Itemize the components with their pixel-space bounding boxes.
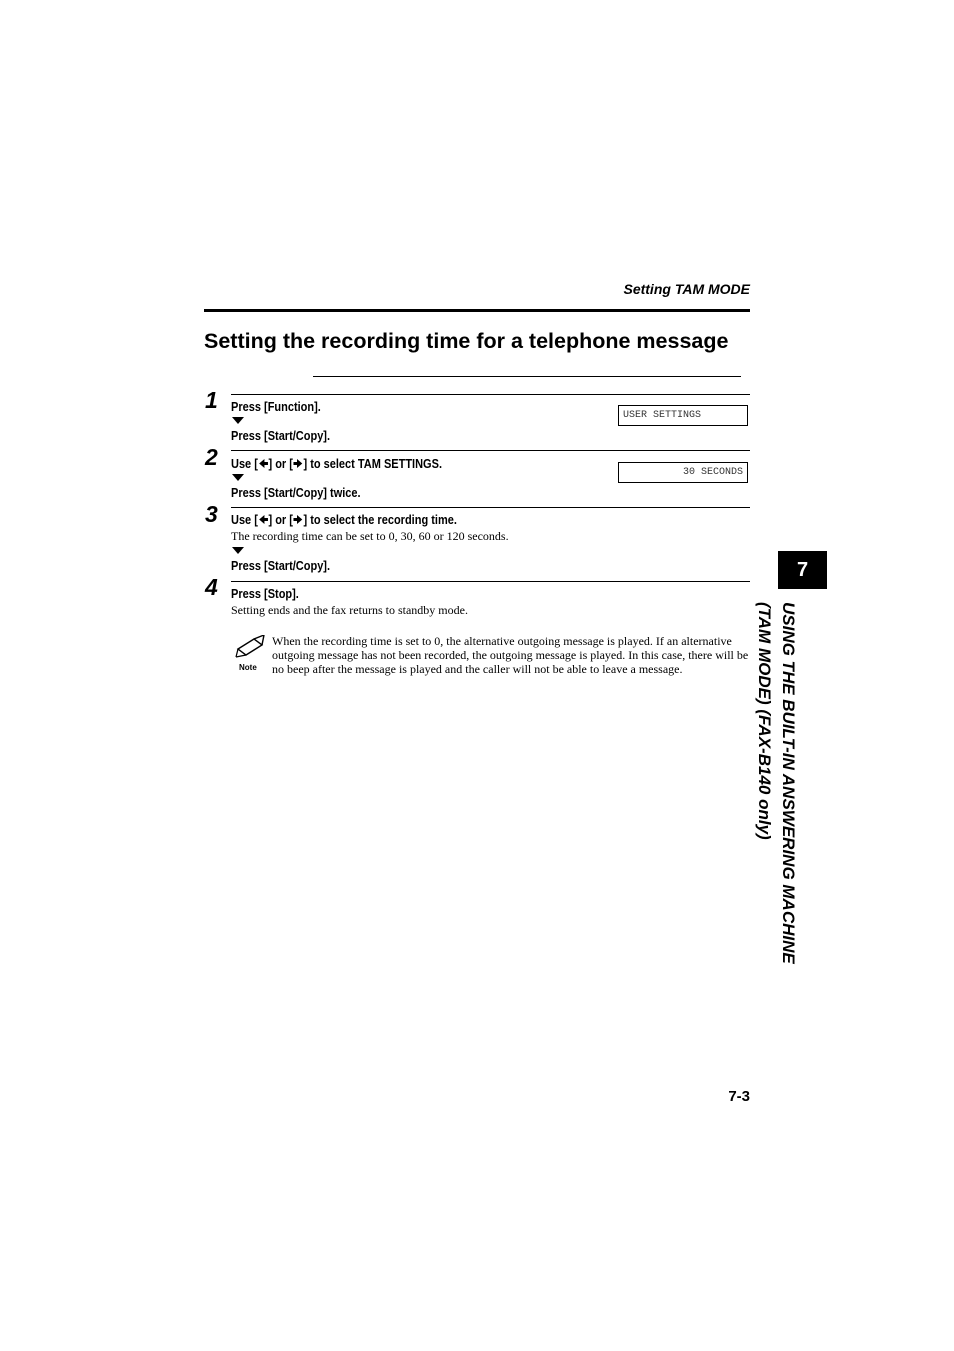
running-header: Setting TAM MODE [623,281,750,297]
chapter-tab [778,551,827,589]
step-3-number: 3 [205,501,218,527]
right-arrow-icon [293,514,304,525]
step-3-rule [231,507,750,508]
step-4-number: 4 [205,574,218,600]
chapter-title-line-1: USING THE BUILT-IN ANSWERING MACHINE [779,602,798,964]
step-4-instruction: Press [Stop]. [231,587,299,601]
step-1-rule [231,394,750,395]
step-3-instruction-next: Press [Start/Copy]. [231,559,331,573]
instr-text: Use [ [231,513,258,527]
step-2-rule [231,450,750,451]
title-underline [313,376,741,377]
step-2-instruction-next: Press [Start/Copy] twice. [231,486,361,500]
note-icon [234,635,268,672]
instr-text: ] to select TAM SETTINGS. [303,457,443,471]
step-arrow-down-icon [232,474,244,481]
right-arrow-icon [293,458,304,469]
chapter-side-title [752,602,800,1032]
step-1-number: 1 [205,387,218,413]
instr-text: ] or [ [268,513,293,527]
step-1-instruction: Press [Function]. [231,400,321,414]
step-3-instruction [231,512,457,528]
step-4-rule [231,581,750,582]
chapter-number: 7 [796,558,809,581]
step-4-description: Setting ends and the fax returns to standby mode. [231,603,468,617]
note-text: When the recording time is set to 0, the alternative outgoing message is played. If an alternative outgoing message has not been recorded, the outgoing message is played. In this case, there will be no beep after the message is played and the caller will not be able to leave a message. [272,634,749,676]
step-3-description: The recording time can be set to 0, 30, 60 or 120 seconds. [231,529,509,543]
chapter-title-line-2: (TAM MODE) (FAX-B140 only) [755,602,774,840]
step-2-number: 2 [205,444,218,470]
instr-text: ] or [ [268,457,293,471]
page-title: Setting the recording time for a telephone message [204,329,729,353]
pencil-note-icon [234,635,268,659]
note-label: Note [239,663,257,672]
step-arrow-down-icon [232,417,244,424]
step-2-instruction [231,456,442,472]
lcd-display-30-seconds: 30 SECONDS [618,462,748,483]
left-arrow-icon [258,514,269,525]
instr-text: ] to select the recording time. [303,513,457,527]
step-1-instruction-next: Press [Start/Copy]. [231,429,331,443]
page-number: 7-3 [728,1088,750,1105]
step-arrow-down-icon [232,547,244,554]
header-rule [204,309,750,312]
left-arrow-icon [258,458,269,469]
instr-text: Use [ [231,457,258,471]
lcd-display-user-settings: USER SETTINGS [618,405,748,426]
